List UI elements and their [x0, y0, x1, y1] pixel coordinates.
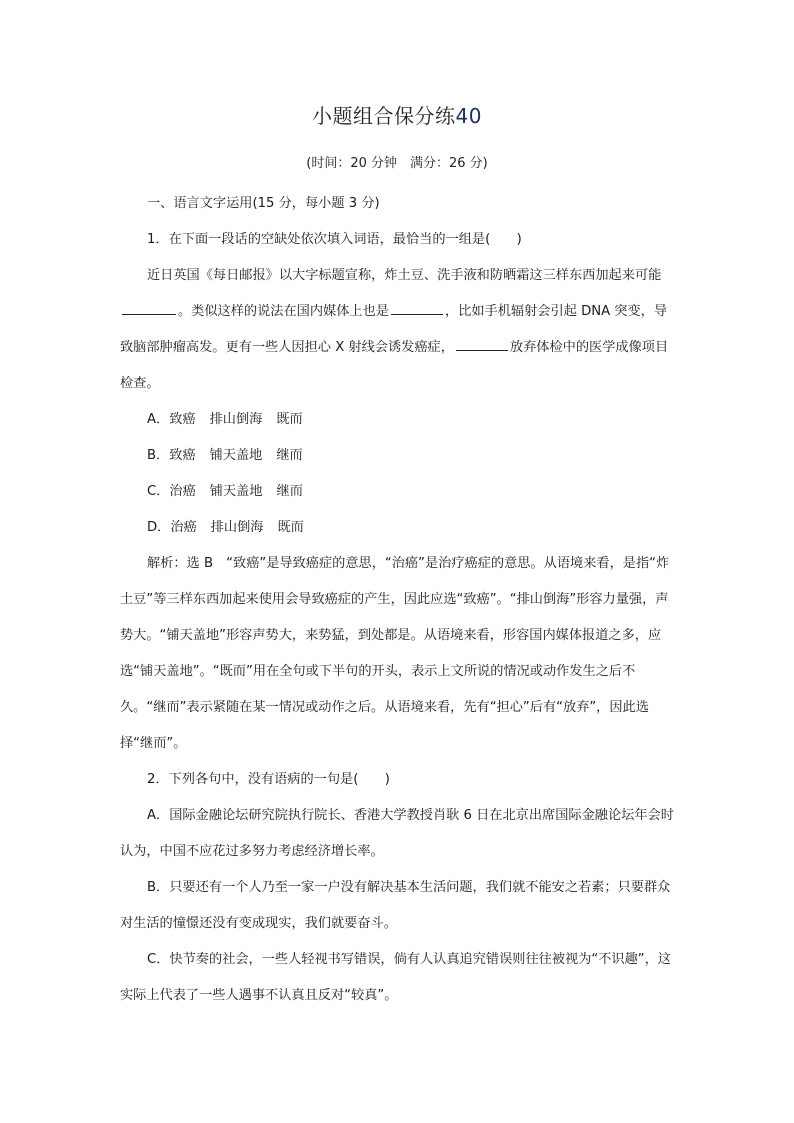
option-c: C．治癌 铺天盖地 继而 — [147, 484, 303, 499]
question-2-option-a: A．国际金融论坛研究院执行院长、香港大学教授肖耿 6 日在北京出席国际金融论坛年会时认为，中国不应花过多努力考虑经济增长率。 — [120, 808, 674, 859]
title-number: 40 — [455, 104, 482, 128]
question-1-passage: 近日英国《每日邮报》以大字标题宣称，炸土豆、洗手液和防晒霜这三样东西加起来可能。类似这样的说法在国内媒体上也是 ，比如手机辐射会引起 DNA 突变，导致脑部肿瘤高发。更有一些人因担心 X 射线会诱发癌症， 放弃体检中的医学成像项目检查。 — [120, 268, 669, 391]
document-body — [120, 186, 676, 1014]
section-heading: 一、语言文字运用(15 分，每小题 3 分) — [147, 196, 380, 211]
option-b: B．致癌 铺天盖地 继而 — [147, 448, 303, 463]
title-text: 小题组合保分练 — [312, 104, 456, 128]
option-d: D．治癌 排山倒海 既而 — [147, 520, 304, 535]
question-2-option-b: B．只要还有一个人乃至一家一户没有解决基本生活问题，我们就不能安之若素；只要群众对生活的憧憬还没有变成现实，我们就要奋斗。 — [120, 880, 671, 931]
option-a: A．致癌 排山倒海 既而 — [147, 412, 303, 427]
answer-blank-2 — [391, 302, 443, 315]
question-2-option-c: C．快节奏的社会，一些人轻视书写错误，倘有人认真追究错误则往往被视为“不识趣”，这实际上代表了一些人遇事不认真且反对“较真”。 — [120, 952, 671, 1003]
page-title — [0, 100, 794, 129]
question-1-stem: 1．在下面一段话的空缺处依次填入词语，最恰当的一组是( ) — [147, 232, 522, 247]
question-1-analysis: 解析：选 B “致癌”是导致癌症的意思，“治癌”是治疗癌症的意思。从语境来看，是指“炸土豆”等三样东西加起来使用会导致癌症的产生，因此应选“致癌”。“排山倒海”形容力量强，声势大。“铺天盖地”形容声势大，来势猛，到处都是。从语境来看，形容国内媒体报道之多，应选“铺天盖地”。“既而”用在全句或下半句的开头，表示上文所说的情况或动作发生之后不久。“继而”表示紧随在某一情况或动作之后。从语境来看，先有“担心”后有“放弃”，因此选择“继而”。 — [120, 556, 670, 751]
question-2-stem: 2．下列各句中，没有语病的一句是( ) — [147, 772, 390, 787]
answer-blank-1 — [122, 302, 176, 315]
answer-blank-3 — [456, 338, 508, 351]
time-score-info: (时间：20 分钟 满分：26 分) — [306, 156, 488, 171]
